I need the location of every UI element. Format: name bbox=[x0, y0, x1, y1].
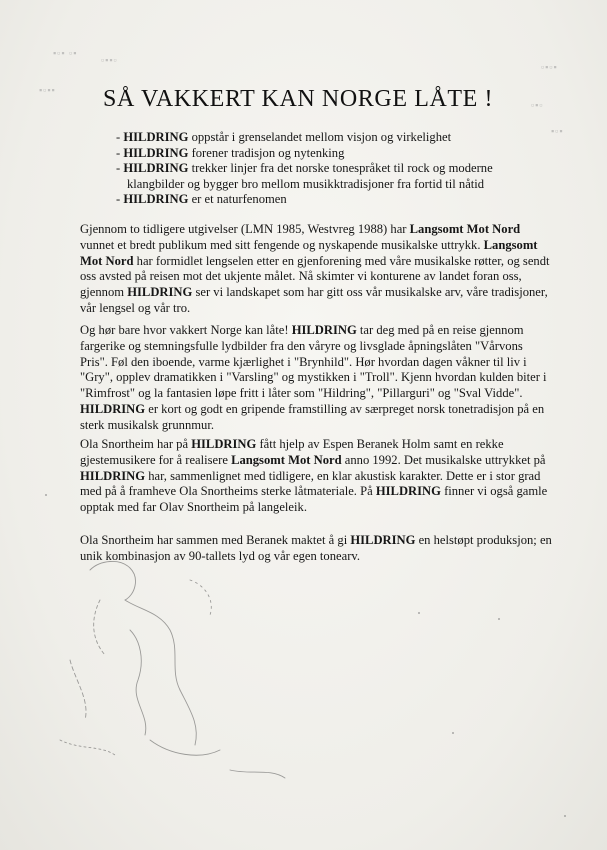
bold-text: Langsomt bbox=[483, 237, 538, 252]
bullet-item: - HILDRING oppstår i grenselandet mellom visjon og virkelighet bbox=[116, 130, 452, 144]
paragraph-line bbox=[80, 437, 560, 453]
bleed-through-mark: ▪▪▫▪ bbox=[38, 85, 55, 95]
bold-text: Langsomt Mot Nord bbox=[409, 222, 521, 236]
text: "Gry", opplev dramatikken i "Varsling" og mystikken i "Troll". Kjenn hvordan kulden biter i bbox=[80, 370, 547, 385]
paragraph-line bbox=[80, 238, 560, 254]
bleed-through-mark: ▪▫▪▫ bbox=[540, 62, 557, 72]
paragraph bbox=[80, 222, 560, 317]
paragraph-line bbox=[80, 254, 560, 270]
bold-text: HILDRING bbox=[80, 468, 146, 483]
bold-text: HILDRING bbox=[80, 401, 146, 416]
bold-text: HILDRING bbox=[191, 437, 257, 451]
text: oss avsted på reisen mot det ukjente målet. Nå skimter vi konturene av landet foran oss, bbox=[80, 269, 522, 284]
text: anno 1992. Det musikalske uttrykket på bbox=[341, 452, 546, 467]
paragraph-line bbox=[80, 484, 560, 500]
bullet-list bbox=[116, 130, 536, 208]
paragraph-line bbox=[80, 269, 560, 285]
paper-speck bbox=[45, 494, 47, 496]
text: har, sammenlignet med tidligere, en klar akustisk karakter. Dette er i stor grad bbox=[145, 468, 541, 483]
text: finner vi også gamle bbox=[440, 484, 548, 499]
page-title: SÅ VAKKERT KAN NORGE LÅTE ! bbox=[103, 86, 494, 112]
paper-speck bbox=[564, 815, 566, 817]
text: Gjennom to tidligere utgivelser (LMN 1985, Westvreg 1988) har bbox=[80, 222, 410, 236]
paragraph-line bbox=[80, 222, 560, 238]
paragraph-line bbox=[80, 323, 560, 339]
bleed-through-mark: ▪▫▪ bbox=[550, 126, 563, 136]
text: tar deg med på en reise gjennom bbox=[356, 323, 524, 337]
text: unik kombinasjon av 90-tallets lyd og vår egen tonearv. bbox=[80, 548, 361, 563]
paragraph-line bbox=[80, 285, 560, 301]
text: fått hjelp av Espen Beranek Holm samt en rekke bbox=[256, 437, 504, 451]
text: vunnet et bredt publikum med sitt fengende og nyskapende musikalske uttrykk. bbox=[80, 237, 484, 252]
paper-speck bbox=[418, 612, 420, 614]
text: gjestemusikere for å realisere bbox=[80, 452, 232, 467]
paper-speck bbox=[452, 732, 454, 734]
bold-text: Mot Nord bbox=[80, 253, 134, 268]
text: vår lengsel og vår tro. bbox=[80, 300, 191, 315]
paragraph-line bbox=[80, 469, 560, 485]
bullet-item: - HILDRING er et naturfenomen bbox=[116, 192, 287, 207]
paragraph-line bbox=[80, 418, 560, 434]
paper-speck bbox=[498, 618, 500, 620]
paragraph-line bbox=[80, 355, 560, 371]
text: fargerike og stemningsfulle lydbilder fra den våryre og livsglade åpningslåten "Vårvons bbox=[80, 338, 523, 353]
paragraph-line bbox=[80, 500, 560, 516]
faint-sketch-drawing bbox=[30, 540, 330, 800]
text: sterk musikalsk grunnmur. bbox=[80, 417, 214, 432]
text: med på å framheve Ola Snortheims sterke låtmateriale. På bbox=[80, 484, 376, 499]
paragraph-line bbox=[80, 386, 560, 402]
bleed-through-mark: ▪▫ ▪▫▪ bbox=[52, 48, 77, 58]
paragraph-line bbox=[80, 339, 560, 355]
bleed-through-mark: ▫▪▫ bbox=[530, 100, 543, 110]
text: Ola Snortheim har på bbox=[80, 437, 192, 451]
bullet-item: - HILDRING forener tradisjon og nytenking bbox=[116, 145, 345, 160]
bold-text: Langsomt Mot Nord bbox=[231, 452, 342, 467]
text: "Rimfrost" og la fantasien løpe fritt i låter som "Hildring", "Pillarguri" og "Sval Vidde". bbox=[80, 386, 523, 401]
text: har formidlet lengselen etter en gjenforening med våre musikalske røtter, og sendt bbox=[133, 253, 550, 268]
text: en helstøpt produksjon; en bbox=[415, 533, 552, 547]
bold-text: HILDRING bbox=[350, 533, 416, 547]
bold-text: HILDRING bbox=[375, 484, 441, 499]
paragraph bbox=[80, 437, 560, 516]
bold-text: HILDRING bbox=[127, 285, 193, 300]
text: Og hør bare hvor vakkert Norge kan låte! bbox=[80, 323, 292, 337]
paragraph-line bbox=[80, 370, 560, 386]
text: gjennom bbox=[80, 285, 128, 300]
paragraph-line bbox=[80, 402, 560, 418]
bold-text: HILDRING bbox=[291, 323, 357, 337]
text: Ola Snortheim har sammen med Beranek maktet å gi bbox=[80, 533, 351, 547]
bleed-through-mark: ▫▪▪▫ bbox=[100, 55, 117, 65]
text: ser vi landskapet som har gitt oss vår musikalske arv, våre tradisjoner, bbox=[192, 285, 548, 300]
text: Pris". Føl den iboende, varme kjærlighet i "Brynhild". Hør hvordan dagen våkner til liv i bbox=[80, 354, 527, 369]
paragraph-line bbox=[80, 301, 560, 317]
paragraph-line bbox=[80, 453, 560, 469]
text: er kort og godt en gripende framstilling av særpreget norsk tonetradisjon på en bbox=[145, 401, 545, 416]
paragraph bbox=[80, 323, 560, 434]
text: opptak med far Olav Snortheim på langeleik. bbox=[80, 500, 307, 515]
bullet-item: - HILDRING trekker linjer fra det norske tonespråket til rock og moderne klangbilder og bygger bro mellom musikktradisjoner fra fortid til nåtid bbox=[116, 161, 493, 191]
